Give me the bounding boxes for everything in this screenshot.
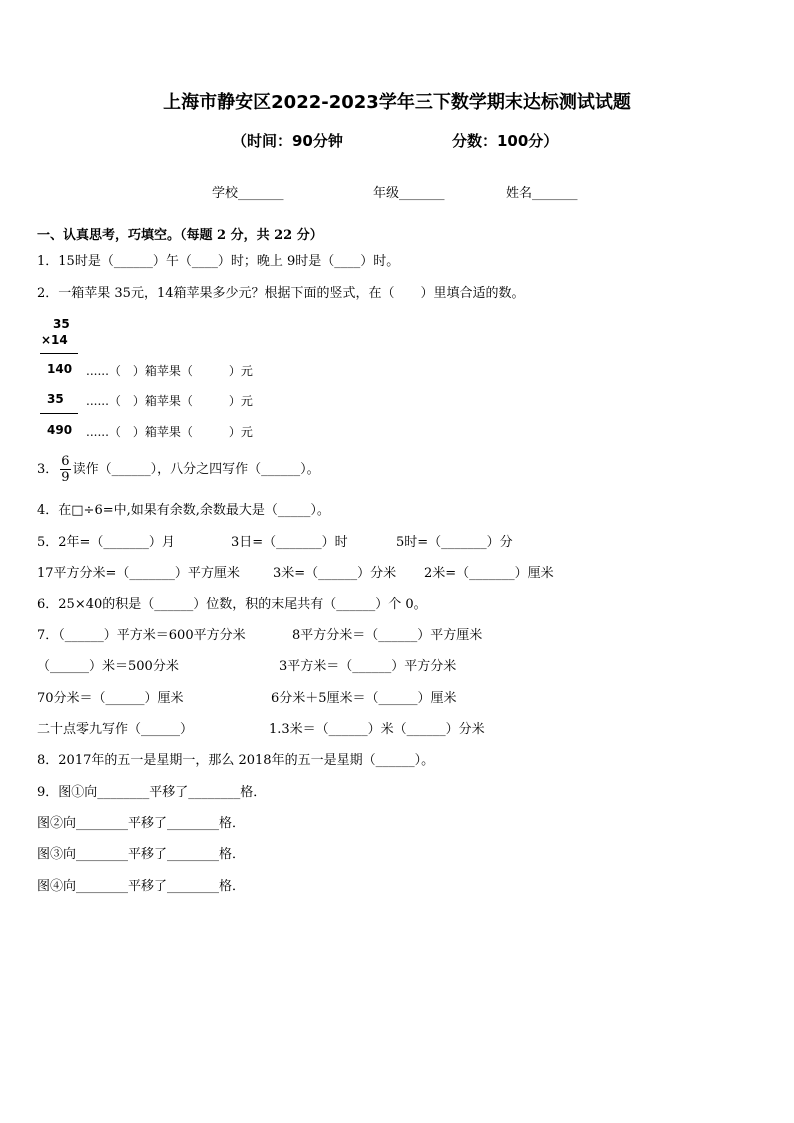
school-field: 学校_______ [212, 186, 284, 201]
grade-field: 年级_______ [373, 186, 445, 201]
calc-multiplier: ×14 [41, 333, 68, 347]
question-9c: 图③向________平移了________格． [37, 847, 246, 862]
question-5f: 2米=（_______）厘米 [424, 566, 554, 581]
question-5c: 5时=（_______）分 [396, 535, 513, 550]
question-7d: 3平方米＝（______）平方分米 [279, 659, 457, 674]
question-8: 8．2017年的五一是星期一，那么 2018年的五一是星期（______）。 [37, 753, 435, 768]
question-7e: 70分米＝（______）厘米 [37, 691, 184, 706]
calc-row-2-text: ......（ ）箱苹果（ ）元 [86, 394, 253, 408]
question-7a: 7．（______）平方米＝600平方分米 [37, 628, 246, 643]
question-5e: 3米=（______）分米 [273, 566, 397, 581]
question-7c: （______）米＝500分米 [37, 659, 179, 674]
question-7b: 8平方分米＝（______）平方厘米 [292, 628, 483, 643]
question-7f: 6分米＋5厘米＝（______）厘米 [271, 691, 457, 706]
question-5a: 5．2年=（_______）月 [37, 535, 175, 550]
question-6: 6．25×40的积是（______）位数，积的末尾共有（______）个 0。 [37, 597, 427, 612]
calc-row-1-text: ......（ ）箱苹果（ ）元 [86, 364, 253, 378]
question-5d: 17平方分米=（_______）平方厘米 [37, 566, 240, 581]
question-9d: 图④向________平移了________格． [37, 879, 246, 894]
calc-partial-2: 35 [47, 392, 64, 406]
section-heading: 一、认真思考，巧填空。（每题 2 分，共 22 分） [37, 228, 323, 243]
exam-score: 分数：100分） [452, 132, 559, 150]
question-9a: 9．图①向________平移了________格． [37, 785, 267, 800]
calc-partial-1: 140 [47, 362, 73, 376]
page-title: 上海市静安区2022-2023学年三下数学期末达标测试试题 [163, 92, 631, 113]
calc-rule-2 [40, 413, 78, 414]
question-9b: 图②向________平移了________格． [37, 816, 246, 831]
question-3: 3． $\frac{6}{9}$ 读作（______），八分之四写作（______）。 [37, 454, 320, 485]
name-field: 姓名_______ [506, 186, 578, 201]
calc-product: 490 [47, 423, 73, 437]
exam-time: （时间：90分钟 [232, 132, 343, 150]
calc-multiplicand: 35 [53, 317, 70, 331]
question-2: 2．一箱苹果 35元，14箱苹果多少元？根据下面的竖式，在（ ）里填合适的数。 [37, 286, 525, 301]
fraction-6-9: $\frac{6}{9}$ [61, 454, 70, 485]
calc-row-3-text: ......（ ）箱苹果（ ）元 [86, 425, 253, 439]
question-1: 1．15时是（______）午（____）时；晚上 9时是（____）时。 [37, 254, 400, 269]
question-7g: 二十点零九写作（______） [37, 722, 194, 737]
question-5b: 3日=（_______）时 [231, 535, 348, 550]
question-4: 4．在□÷6=中,如果有余数,余数最大是（_____）。 [37, 503, 330, 518]
calc-rule-1 [40, 353, 78, 354]
question-7h: 1.3米＝（______）米（______）分米 [269, 722, 485, 737]
